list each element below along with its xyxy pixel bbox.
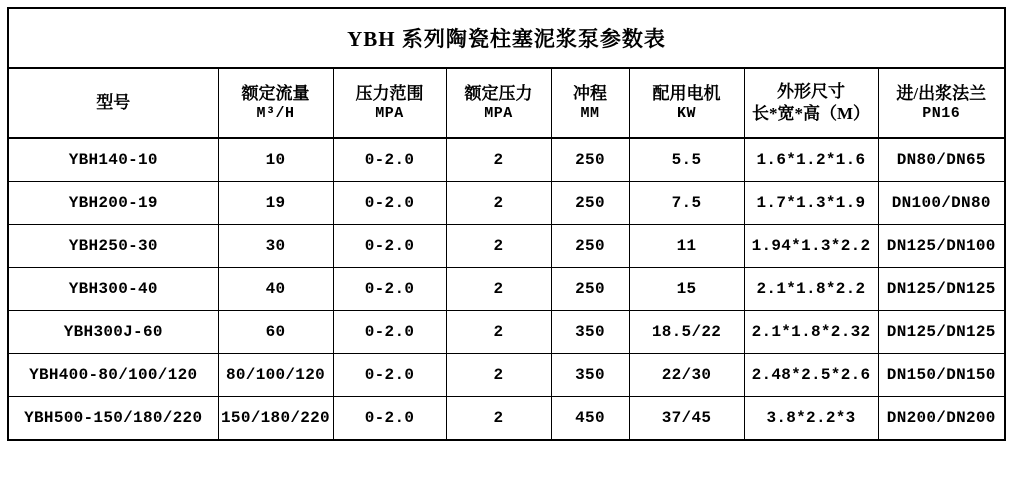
column-header-rated-pressure-unit: MPA (484, 105, 513, 123)
table-row (8, 354, 1005, 397)
cell-flange: DN125/DN125 (878, 311, 1005, 354)
cell-motor: 7.5 (629, 182, 744, 225)
column-header-motor-unit: KW (676, 105, 696, 123)
pump-parameter-table (7, 7, 1006, 441)
cell-rated-pressure: 2 (446, 311, 551, 354)
cell-dimensions: 1.6*1.2*1.6 (744, 138, 878, 182)
column-header-stroke-unit: MM (580, 105, 600, 123)
column-header-stroke (551, 68, 629, 138)
cell-stroke: 250 (551, 182, 629, 225)
cell-stroke: 250 (551, 138, 629, 182)
cell-dimensions: 1.94*1.3*2.2 (744, 225, 878, 268)
cell-rated-pressure: 2 (446, 354, 551, 397)
cell-dimensions: 2.48*2.5*2.6 (744, 354, 878, 397)
column-header-flow-label: 额定流量 (241, 83, 310, 103)
table-title: YBH 系列陶瓷柱塞泥浆泵参数表 (8, 8, 1005, 68)
cell-motor: 18.5/22 (629, 311, 744, 354)
spec-sheet (0, 7, 1011, 483)
column-header-flange-unit: PN16 (922, 105, 961, 123)
cell-model: YBH500-150/180/220 (8, 397, 218, 441)
table-row (8, 138, 1005, 182)
cell-motor: 5.5 (629, 138, 744, 182)
cell-stroke: 250 (551, 225, 629, 268)
cell-pressure-range: 0-2.0 (333, 397, 446, 441)
cell-model: YBH300-40 (8, 268, 218, 311)
table-row (8, 311, 1005, 354)
cell-flow: 40 (218, 268, 333, 311)
cell-model: YBH140-10 (8, 138, 218, 182)
cell-flange: DN150/DN150 (878, 354, 1005, 397)
cell-dimensions: 2.1*1.8*2.2 (744, 268, 878, 311)
cell-rated-pressure: 2 (446, 225, 551, 268)
column-header-pressure-range-label: 压力范围 (355, 83, 424, 103)
column-header-pressure-range (333, 68, 446, 138)
cell-dimensions: 3.8*2.2*3 (744, 397, 878, 441)
cell-flow: 150/180/220 (218, 397, 333, 441)
cell-stroke: 350 (551, 311, 629, 354)
column-header-flange (878, 68, 1005, 138)
cell-flange: DN125/DN100 (878, 225, 1005, 268)
cell-stroke: 450 (551, 397, 629, 441)
cell-flow: 80/100/120 (218, 354, 333, 397)
column-header-flow-unit: M³/H (256, 105, 295, 123)
cell-motor: 15 (629, 268, 744, 311)
table-header-row (8, 68, 1005, 138)
table-row (8, 268, 1005, 311)
column-header-model (8, 68, 218, 138)
cell-rated-pressure: 2 (446, 138, 551, 182)
cell-flow: 19 (218, 182, 333, 225)
column-header-dimensions (744, 68, 878, 138)
cell-motor: 11 (629, 225, 744, 268)
table-title-row (8, 8, 1005, 68)
cell-model: YBH250-30 (8, 225, 218, 268)
column-header-rated-pressure (446, 68, 551, 138)
table-row (8, 397, 1005, 441)
column-header-motor (629, 68, 744, 138)
column-header-rated-pressure-label: 额定压力 (464, 83, 533, 103)
cell-flow: 60 (218, 311, 333, 354)
column-header-dimensions-label: 外形尺寸 (777, 82, 845, 102)
cell-pressure-range: 0-2.0 (333, 182, 446, 225)
cell-rated-pressure: 2 (446, 268, 551, 311)
cell-motor: 37/45 (629, 397, 744, 441)
column-header-flange-label: 进/出浆法兰 (896, 83, 987, 103)
cell-rated-pressure: 2 (446, 182, 551, 225)
column-header-motor-label: 配用电机 (652, 83, 721, 103)
cell-pressure-range: 0-2.0 (333, 225, 446, 268)
cell-pressure-range: 0-2.0 (333, 268, 446, 311)
cell-rated-pressure: 2 (446, 397, 551, 441)
cell-motor: 22/30 (629, 354, 744, 397)
column-header-stroke-label: 冲程 (573, 83, 607, 103)
cell-flow: 10 (218, 138, 333, 182)
cell-model: YBH200-19 (8, 182, 218, 225)
cell-stroke: 350 (551, 354, 629, 397)
cell-stroke: 250 (551, 268, 629, 311)
column-header-pressure-range-unit: MPA (375, 105, 404, 123)
cell-pressure-range: 0-2.0 (333, 311, 446, 354)
table-row (8, 225, 1005, 268)
cell-model: YBH300J-60 (8, 311, 218, 354)
cell-flange: DN80/DN65 (878, 138, 1005, 182)
cell-flow: 30 (218, 225, 333, 268)
column-header-flow (218, 68, 333, 138)
cell-flange: DN100/DN80 (878, 182, 1005, 225)
cell-model: YBH400-80/100/120 (8, 354, 218, 397)
cell-dimensions: 2.1*1.8*2.32 (744, 311, 878, 354)
cell-flange: DN200/DN200 (878, 397, 1005, 441)
cell-pressure-range: 0-2.0 (333, 354, 446, 397)
cell-pressure-range: 0-2.0 (333, 138, 446, 182)
table-row (8, 182, 1005, 225)
column-header-dimensions-unit: 长*宽*高（M） (751, 104, 871, 123)
cell-dimensions: 1.7*1.3*1.9 (744, 182, 878, 225)
cell-flange: DN125/DN125 (878, 268, 1005, 311)
column-header-model-label: 型号 (96, 93, 131, 113)
